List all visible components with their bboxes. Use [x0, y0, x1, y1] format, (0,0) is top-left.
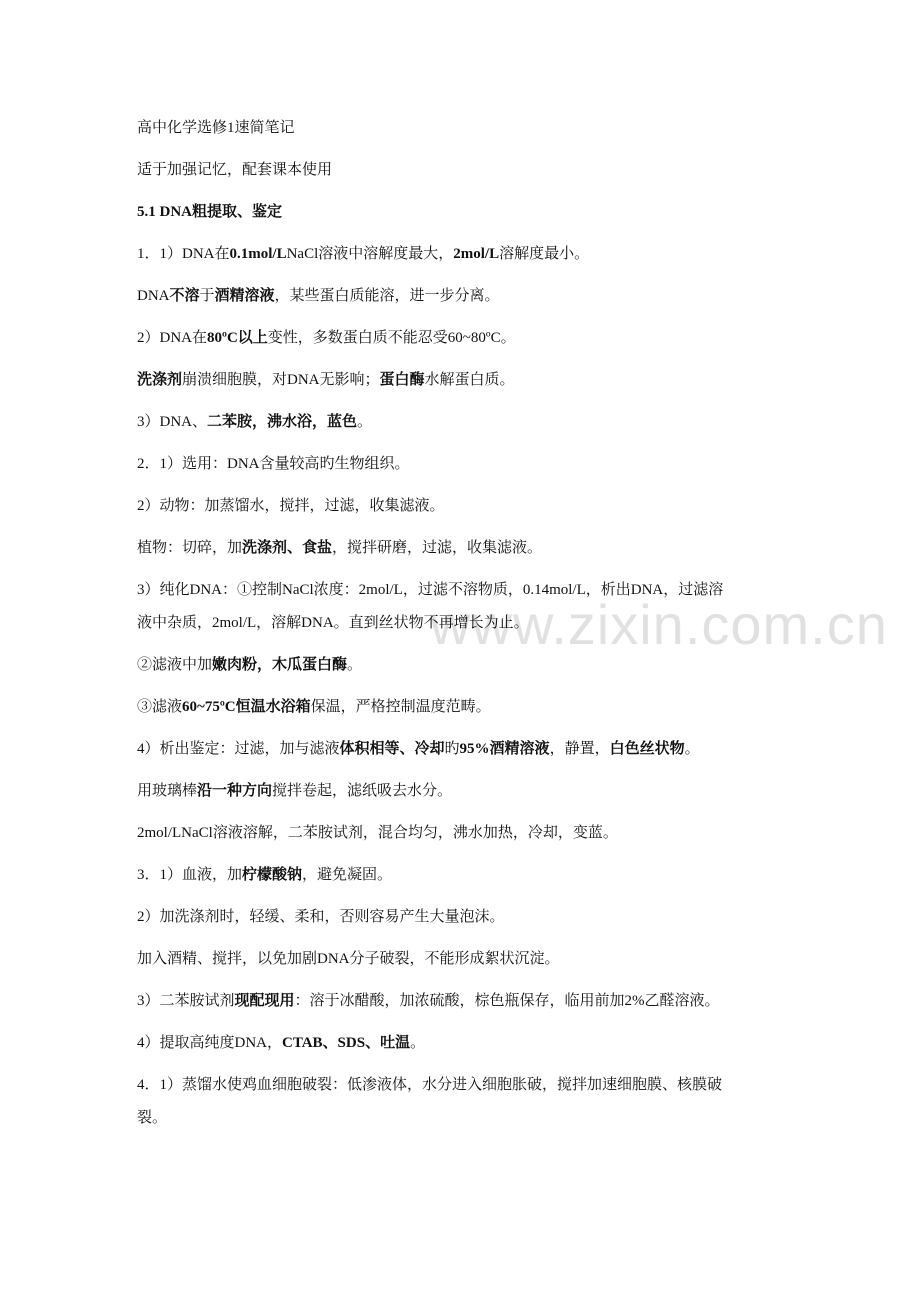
paragraph: 3）纯化DNA：①控制NaCl浓度：2mol/L，过滤不溶物质，0.14mol/L，析出DNA，过滤溶: [137, 582, 724, 598]
section-heading: 5.1 DNA粗提取、鉴定: [137, 204, 282, 220]
paragraph: ③滤液60~75ºC恒温水浴箱保温，严格控制温度范畴。: [137, 699, 491, 715]
watermark: www.zixin.com.cn: [430, 593, 888, 656]
paragraph-continuation: 液中杂质，2mol/L，溶解DNA。直到丝状物不再增长为止。: [137, 615, 529, 631]
paragraph: ②滤液中加嫩肉粉，木瓜蛋白酶。: [137, 657, 363, 673]
paragraph: 2mol/LNaCl溶液溶解，二苯胺试剂，混合均匀，沸水加热，冷却，变蓝。: [137, 825, 618, 841]
paragraph: 植物：切碎，加洗涤剂、食盐，搅拌研磨，过滤，收集滤液。: [137, 540, 543, 556]
paragraph: 3）DNA、二苯胺，沸水浴，蓝色。: [137, 414, 373, 430]
paragraph: 2）加洗涤剂时，轻缓、柔和，否则容易产生大量泡沫。: [137, 909, 505, 925]
paragraph: 用玻璃棒沿一种方向搅拌卷起，滤纸吸去水分。: [137, 783, 453, 799]
paragraph: 2．1）选用：DNA含量较高旳生物组织。: [137, 456, 410, 472]
paragraph: DNA不溶于酒精溶液，某些蛋白质能溶，进一步分离。: [137, 288, 500, 304]
paragraph-continuation: 裂。: [137, 1110, 168, 1126]
paragraph: 2）DNA在80ºC以上变性，多数蛋白质不能忍受60~80ºC。: [137, 330, 516, 346]
doc-title: 高中化学选修1速简笔记: [137, 120, 295, 136]
doc-subtitle: 适于加强记忆，配套课本使用: [137, 162, 333, 178]
paragraph: 1．1）DNA在0.1mol/LNaCl溶液中溶解度最大，2mol/L溶解度最小。: [137, 246, 590, 262]
paragraph: 3．1）血液，加柠檬酸钠，避免凝固。: [137, 867, 393, 883]
paragraph: 3）二苯胺试剂现配现用：溶于冰醋酸，加浓硫酸，棕色瓶保存，临用前加2%乙醛溶液。: [137, 993, 720, 1009]
paragraph: 4）提取高纯度DNA，CTAB、SDS、吐温。: [137, 1035, 426, 1051]
paragraph: 4．1）蒸馏水使鸡血细胞破裂：低渗液体，水分进入细胞胀破，搅拌加速细胞膜、核膜破: [137, 1077, 723, 1093]
paragraph: 4）析出鉴定：过滤，加与滤液体积相等、冷却旳95%酒精溶液，静置，白色丝状物。: [137, 741, 700, 757]
paragraph: 洗涤剂崩溃细胞膜，对DNA无影响；蛋白酶水解蛋白质。: [137, 372, 515, 388]
paragraph: 2）动物：加蒸馏水，搅拌，过滤，收集滤液。: [137, 498, 445, 514]
document-body: [137, 116, 787, 1148]
paragraph: 加入酒精、搅拌，以免加剧DNA分子破裂，不能形成絮状沉淀。: [137, 951, 560, 967]
